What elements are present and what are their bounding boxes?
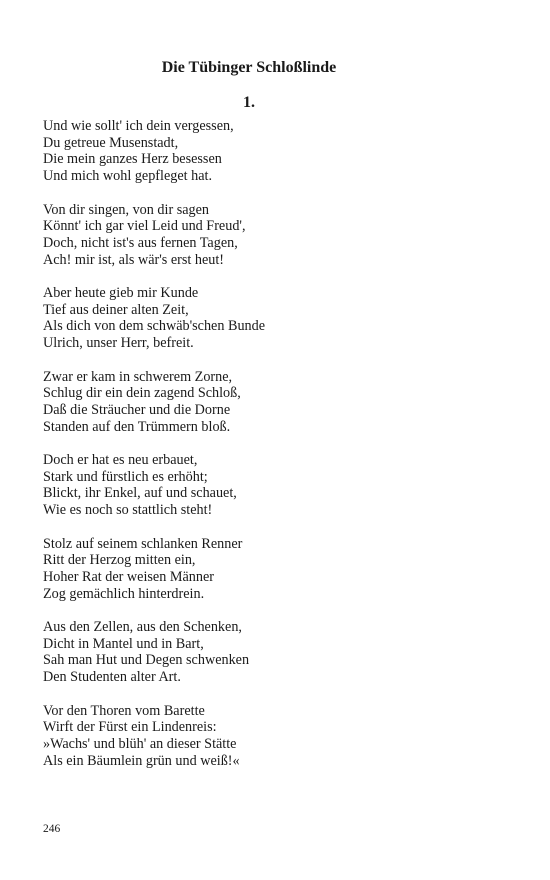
verse-line: Stark und fürstlich es erhöht; <box>43 468 208 485</box>
verse-line: Doch, nicht ist's aus fernen Tagen, <box>43 234 238 251</box>
verse-line: Blickt, ihr Enkel, auf und schauet, <box>43 485 237 502</box>
verse-line: Schlug dir ein dein zagend Schloß, <box>43 385 241 402</box>
verse-line: Hoher Rat der weisen Männer <box>43 568 214 585</box>
stanza <box>43 452 523 519</box>
verse-line: Daß die Sträucher und die Dorne <box>43 401 231 418</box>
verse-line: Den Studenten alter Art. <box>43 669 181 686</box>
verse-line: Als dich von dem schwäb'schen Bunde <box>43 318 266 335</box>
verse-line: Tief aus deiner alten Zeit, <box>43 301 189 318</box>
poem-title: Die Tübinger Schloßlinde <box>161 59 337 76</box>
verse-line: Und mich wohl gepfleget hat. <box>43 168 213 185</box>
verse-line: Aus den Zellen, aus den Schenken, <box>43 619 242 635</box>
verse-line: Standen auf den Trümmern bloß. <box>43 418 231 435</box>
verse-line: Aber heute gieb mir Kunde <box>43 285 199 301</box>
poem-body <box>43 118 523 786</box>
section-number: 1. <box>243 94 255 111</box>
verse-line: Ach! mir ist, als wär's erst heut! <box>43 251 225 268</box>
verse-line: Die mein ganzes Herz besessen <box>43 151 222 168</box>
stanza <box>43 202 523 269</box>
verse-line: Doch er hat es neu erbauet, <box>43 452 198 468</box>
stanza <box>43 703 523 770</box>
verse-line: Ulrich, unser Herr, befreit. <box>43 335 194 352</box>
verse-line: Du getreue Musenstadt, <box>43 134 179 151</box>
verse-line: Zog gemächlich hinterdrein. <box>43 585 205 602</box>
stanza <box>43 619 523 686</box>
stanza <box>43 285 523 352</box>
page-number: 246 <box>43 823 61 835</box>
verse-line: Zwar er kam in schwerem Zorne, <box>43 368 233 385</box>
verse-line: »Wachs' und blüh' an dieser Stätte <box>43 735 237 752</box>
verse-line: Wie es noch so stattlich steht! <box>43 502 213 519</box>
verse-line: Wirft der Fürst ein Lindenreis: <box>43 719 217 736</box>
verse-line: Sah man Hut und Degen schwenken <box>43 652 250 669</box>
verse-line: Könnt' ich gar viel Leid und Freud', <box>43 218 246 235</box>
stanza <box>43 369 523 436</box>
verse-line: Als ein Bäumlein grün und weiß!« <box>43 752 240 769</box>
verse-line: Dicht in Mantel und in Bart, <box>43 635 204 652</box>
verse-line: Und wie sollt' ich dein vergessen, <box>43 118 234 134</box>
verse-line: Stolz auf seinem schlanken Renner <box>43 535 243 552</box>
stanza <box>43 536 523 603</box>
verse-line: Von dir singen, von dir sagen <box>43 201 210 218</box>
verse-line: Vor den Thoren vom Barette <box>43 702 205 719</box>
stanza <box>43 118 523 185</box>
verse-line: Ritt der Herzog mitten ein, <box>43 552 196 569</box>
